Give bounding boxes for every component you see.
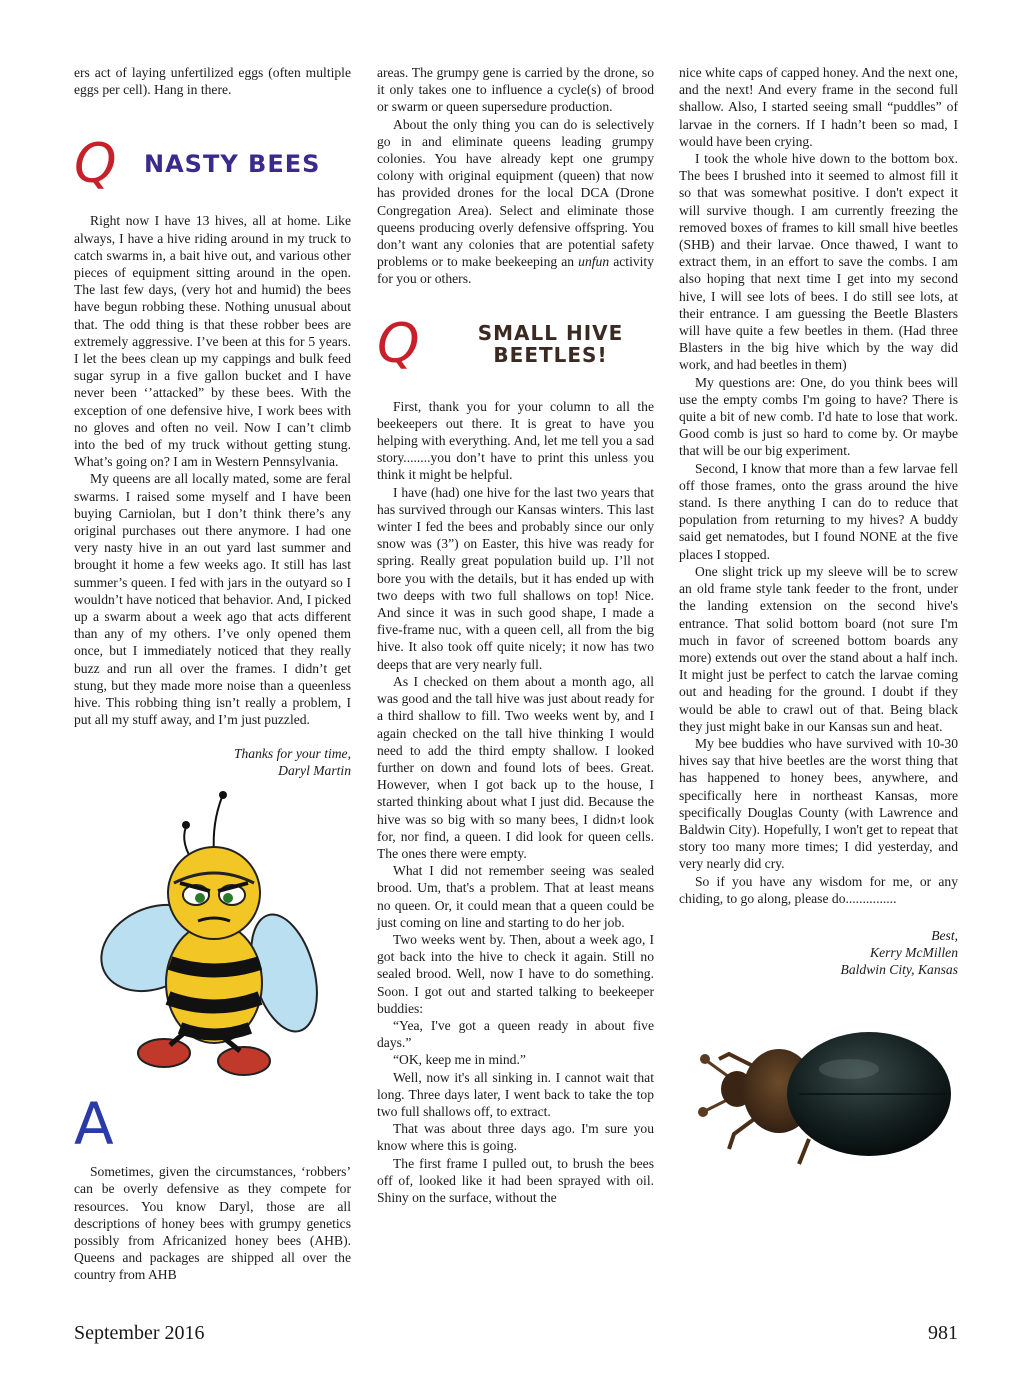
page-number: 981 xyxy=(928,1322,958,1344)
answer-text: About the only thing you can do is selectively go in and eliminate queens leading grumpy colonies. You have already kept one grumpy colony with original equipment (queen) that now has provided drones for the local DCA (Drone Congregation Area). Select and eliminate those queens producing overly defensive offspring. You don’t want any colonies that are potential safety problems or to make beekeeping an xyxy=(377,116,654,270)
section-title-line2: BEETLES! xyxy=(493,342,608,367)
answer-text-end: activity for you or others. xyxy=(377,254,654,287)
question-paragraph: First, thank you for your column to all the beekeepers out there. It is great to have you helping with everything. And, let me tell you a sad story........you don’t have to print this unless you think it might be helpful. xyxy=(377,398,654,483)
answer-paragraph: Sometimes, given the circumstances, ‘robbers’ can be overly defensive as they compete for resources. You know Daryl, those are all descriptions of honey bees with grumpy genetics possibly from Africanized honey bees (AHB). Queens and packages are shipped all over the country from AHB xyxy=(74,1164,351,1283)
intro-text: ers act of laying unfertilized eggs (often multiple eggs per cell). Hang in there. xyxy=(74,65,351,98)
question-paragraph: My queens are all locally mated, some are feral swarms. I raised some myself and I have been buying Carniolan, but I don’t think there’s any original purchases out there anymore. I had one very nasty hive in an out yard last summer and brought it home a few weeks ago. It still has last summer’s queen. I fed with jars in the outyard so I wouldn’t have noticed that behavior. And, I picked up a swarm about a week ago that acts different than any of my others. I’ve only opened them once, but I immediately noticed that they really buzz and run all over the frames. I didn’t get stung, but they made more noise than a queenless hive. This robbing thing isn’t really a problem, I put all my stuff away, and I’m just puzzled. xyxy=(74,471,351,728)
question-paragraph: Two weeks went by. Then, about a week ago, I got back into the hive to check it again. Still no sealed brood. Well, now I have to do something. Soon. I got out and started talking to beekeeper buddies: xyxy=(377,931,654,1016)
question-letter: Q xyxy=(74,132,117,196)
question-letter: Q xyxy=(377,311,420,375)
question-paragraph: As I checked on them about a month ago, all was good and the tall hive was just about ready for a third shallow to fill. Two weeks went by, and I again checked on the tall hive thinking I would need to add the third empty shallow. I looked further on down and found lots of bees. Great. However, when I got back up to the house, I started thinking about what I just did. Because the hive was so big with so many bees, I didn›t look for, nor find, a queen. I did look for queen cells. The ones there were empty. xyxy=(377,673,654,861)
column-3 xyxy=(679,64,958,1183)
question-paragraph: So if you have any wisdom for me, or any chiding, to go along, please do............... xyxy=(679,873,958,906)
nasty-bees-heading xyxy=(74,132,351,196)
question-paragraph: Second, I know that more than a few larvae fell off those frames, onto the grass around the hive stand. Is there anything I can do to reduce that population from returning to my hives? A buddy said get nematodes, but I found NONE at the five places I stopped. xyxy=(679,460,958,562)
question-paragraph: That was about three days ago. I'm sure you know where this is going. xyxy=(377,1121,654,1154)
small-hive-beetles-heading xyxy=(377,311,654,375)
question-paragraph: I took the whole hive down to the bottom box. The bees I brushed into it seemed to almost fill it so that was somewhat positive. I don't expect it will survive though. I am currently freezing the removed boxes of frames to kill small hive beetles (SHB) and their larvae. Once thawed, I want to extract them, in an effort to save the combs. I am also hoping that next time I get into my second hive, I will see lots of bees. I do still see lots, at their entrance. I am guessing the Beetle Blasters will have quite a few beetles in them. (Had three Blasters in the big hive which by the way did work, and had beetles in them) xyxy=(679,151,958,373)
section-title xyxy=(447,322,654,366)
column-2 xyxy=(377,64,654,1206)
question-continued-paragraph: nice white caps of capped honey. And the next one, and the next! And every frame in the second full shallow. Also, I started seeing small “puddles” of larvae in the corners. If I hadn’t been so mad, I would have been crying. xyxy=(679,65,958,149)
small-hive-beetle-photo xyxy=(689,999,959,1179)
signature xyxy=(679,927,958,979)
signature-line: Thanks for your time, xyxy=(233,745,351,761)
signature-name: Daryl Martin xyxy=(278,762,351,778)
answer-letter: A xyxy=(74,1090,114,1159)
question-paragraph: Well, now it's all sinking in. I cannot wait that long. Three days later, I went back to take the top two full shallows off, to extract. xyxy=(377,1069,654,1119)
issue-date: September 2016 xyxy=(74,1322,205,1344)
section-title: NASTY BEES xyxy=(144,149,321,178)
question-paragraph: My bee buddies who have survived with 10-30 hives say that hive beetles are the worst thing that has happened to honey bees, anywhere, and specifically here in northeast Kansas, more specifically Douglas County (with Lawrence and Baldwin City). Hopefully, I won't get to repeat that story too many more times; I did yesterday, and very nearly did cry. xyxy=(679,735,958,872)
question-paragraph: The first frame I pulled out, to brush the bees off of, looked like it had been sprayed with oil. Shiny on the surface, without the xyxy=(377,1155,654,1205)
question-paragraph: Right now I have 13 hives, all at home. Like always, I have a hive riding around in my truck to catch swarms in, a bait hive out, and various other pieces of equipment sitting around in the open. The last few days, (very hot and humid) the bees have begun robbing these. Nothing unusual about that. The odd thing is that these robber bees are extremely aggressive. I’ve been at this for 5 years. I let the bees clean up my cappings and bulk feed sugar syrup in a five gallon bucket and I have never been ‘’attacked” by these bees. With the exception of one defensive hive, I work bees with no gloves and often no veil. Now I can’t climb into the bed of my truck without getting stung. What’s going on? I am in Western Pennsylvania. xyxy=(74,213,351,470)
answer-continued-paragraph: areas. The grumpy gene is carried by the drone, so it only takes one to influence a cycle(s) of brood or swarm or queen supersedure production. xyxy=(377,65,654,115)
question-paragraph: “Yea, I've got a queen ready in about five days.” xyxy=(377,1017,654,1051)
question-paragraph: I have (had) one hive for the last two years that has survived through our Kansas winters. This last winter I fed the bees and probably since our only snow was (3”) on Easter, this hive was ready for spring. Really great population build up. I’ll not bore you with the details, but it has ended up with two deeps with two full shallows on top! Nice. And since it was in such good shape, I made a five-frame nuc, with a queen cell, all from the big hive. It also took off quite nicely; it now has two deeps that are very nearly full. xyxy=(377,484,654,672)
signature-location: Baldwin City, Kansas xyxy=(840,962,958,978)
signature-line: Best, xyxy=(931,927,958,943)
section-title-line1: SMALL HIVE xyxy=(477,320,624,345)
answer-paragraph xyxy=(377,116,654,288)
question-paragraph: What I did not remember seeing was sealed brood. Um, that's a problem. That at least means no queen. Or, it could mean that a queen could be just coming on line and starting to do her job. xyxy=(377,863,654,930)
signature xyxy=(74,745,351,779)
answer-emphasis: unfun xyxy=(578,254,610,270)
question-paragraph: My questions are: One, do you think bees will use the empty combs I'm going to have? There is quite a bit of new comb. I'd hate to lose that work. Good comb is just so hard to come by. Or maybe that will be our big experiment. xyxy=(679,374,958,459)
column-1 xyxy=(74,64,351,1284)
question-paragraph: One slight trick up my sleeve will be to screw an old frame style tank feeder to the front, under the landing extension on the second hive's entrance. That solid bottom board (not sure I'm much in favor of screened bottom boards any more) extends out over the stand about a half inch. It might just be perfect to catch the larvae coming out and heading for the ground. I doubt if they would be able to crawl out of that. Being black they just might bake in our Kansas sun and heat. xyxy=(679,563,958,734)
signature-name: Kerry McMillen xyxy=(870,945,958,961)
question-paragraph: “OK, keep me in mind.” xyxy=(393,1052,526,1068)
cartoon-bee-illustration xyxy=(94,783,334,1083)
